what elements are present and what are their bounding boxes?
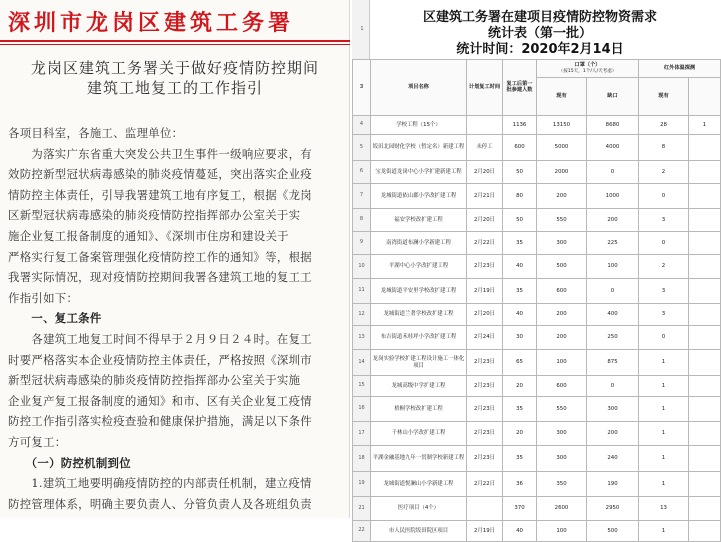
project-name-cell: 千林山小学改扩建工程 (371, 422, 467, 446)
row-number: 15 (353, 376, 371, 397)
project-name-cell: 龙城街道兰著学校改扩建工程 (371, 304, 467, 326)
header-mask (537, 60, 639, 78)
plan-date-cell: 2月23日 (467, 422, 503, 446)
mask-gap-cell: 200 (587, 422, 639, 446)
mask-gap-cell: 240 (587, 446, 639, 472)
thermo-extra-cell (689, 255, 721, 279)
plan-date-cell: 2月23日 (467, 446, 503, 472)
mask-existing-cell: 200 (537, 304, 587, 326)
table-row (353, 521, 721, 542)
mask-existing-cell: 13150 (537, 116, 587, 135)
document-title-line-1: 龙岗区建筑工务署关于做好疫情防控期间 (30, 59, 319, 77)
plan-date-cell: 2月23日 (467, 397, 503, 422)
thermo-extra-cell (689, 376, 721, 397)
plan-date-cell: 2月19日 (467, 521, 503, 542)
table-row (353, 446, 721, 472)
project-name-cell: 医疗项目（4个） (371, 497, 467, 521)
document-body-line: 各项目科室，各施工、监理单位： (8, 126, 184, 140)
document-body-line: 效防控新型冠状病毒感染的肺炎疫情蔓延，突出落实企业疫 (8, 167, 312, 182)
workers-cell: 50 (503, 209, 537, 232)
plan-date-cell: 2月20日 (467, 161, 503, 184)
mask-existing-cell: 350 (537, 472, 587, 497)
plan-date-cell: 2月23日 (467, 255, 503, 279)
workers-cell: 80 (503, 184, 537, 209)
spreadsheet (352, 0, 710, 534)
thermo-existing-cell: 28 (639, 116, 689, 135)
header-mask-gap: 缺口 (587, 78, 639, 116)
thermo-extra-cell (689, 397, 721, 422)
thermo-existing-cell: 1 (639, 521, 689, 542)
mask-gap-cell: 300 (587, 397, 639, 422)
workers-cell: 30 (503, 326, 537, 350)
document-body-line: 1.建筑工地要明确疫情防控的内部责任机制，建立疫情 (8, 476, 312, 491)
workers-cell: 40 (503, 521, 537, 542)
thermo-extra-cell (689, 446, 721, 472)
workers-cell: 600 (503, 135, 537, 161)
document-body-line: 作指引如下： (8, 290, 79, 305)
document-body-line: 方可复工： (8, 435, 67, 449)
project-name-cell: 南湾街道布澜小学新建工程 (371, 232, 467, 255)
table-row (353, 350, 721, 376)
thermo-extra-cell (689, 304, 721, 326)
workers-cell: 50 (503, 161, 537, 184)
thermo-existing-cell: 0 (639, 326, 689, 350)
thermo-extra-cell (689, 232, 721, 255)
mask-existing-cell: 600 (537, 279, 587, 304)
mask-existing-cell: 500 (537, 255, 587, 279)
thermo-existing-cell: 2 (639, 255, 689, 279)
table-row (353, 279, 721, 304)
row-number: 19 (353, 472, 371, 497)
table-row (353, 135, 721, 161)
header-workers: 复工后第一批参建人数 (503, 60, 537, 116)
row-number: 22 (353, 521, 371, 542)
mask-existing-cell: 2600 (537, 497, 587, 521)
document-body-line: 企业复产复工报备制度的通知》和市、区有关企业复工疫情 (8, 393, 312, 408)
official-document (0, 0, 350, 518)
mask-gap-cell: 0 (587, 279, 639, 304)
project-name-cell: 平湖金融基地九年一贯制学校新建工程 (371, 446, 467, 472)
document-body-line: （一）防控机制到位 (8, 455, 131, 470)
row-number: 14 (353, 350, 371, 376)
plan-date-cell: 2月24日 (467, 326, 503, 350)
plan-date-cell: 2月22日 (467, 472, 503, 497)
row-number: 18 (353, 446, 371, 472)
document-title-line-2: 建筑工地复工的工作指引 (86, 79, 263, 97)
thermo-extra-cell (689, 422, 721, 446)
table-row (353, 255, 721, 279)
mask-existing-cell: 5000 (537, 135, 587, 161)
row-number: 1 (360, 26, 364, 32)
table-row (353, 326, 721, 350)
workers-cell: 370 (503, 497, 537, 521)
document-body-line: 各建筑工地复工时间不得早于２月９日２４时。在复工 (8, 332, 312, 346)
plan-date-cell: 2月20日 (467, 209, 503, 232)
plan-date-cell: 未停工 (467, 135, 503, 161)
thermo-existing-cell: 1 (639, 350, 689, 376)
thermo-existing-cell: 3 (639, 304, 689, 326)
thermo-extra-cell (689, 472, 721, 497)
row-number: 21 (353, 497, 371, 521)
mask-gap-cell: 200 (587, 209, 639, 232)
mask-gap-cell: 250 (587, 326, 639, 350)
document-body-line: 为落实广东省重大突发公共卫生事件一级响应要求，有 (8, 146, 312, 161)
thermo-existing-cell: 1 (639, 397, 689, 422)
project-name-cell: 龙城街道平安里学校改扩建工程 (371, 279, 467, 304)
mask-gap-cell: 400 (587, 304, 639, 326)
mask-gap-cell: 0 (587, 161, 639, 184)
workers-cell: 40 (503, 255, 537, 279)
project-name-cell: 平湖中心小学改扩建工程 (371, 255, 467, 279)
thermo-existing-cell: 2 (639, 161, 689, 184)
project-name-cell: 学校工程（15个） (371, 116, 467, 135)
row-number: 13 (353, 326, 371, 350)
thermo-extra-cell (689, 497, 721, 521)
workers-cell: 20 (503, 422, 537, 446)
workers-cell: 65 (503, 350, 537, 376)
header-thermo-extra (689, 78, 721, 116)
plan-date-cell: 2月23日 (467, 350, 503, 376)
header-thermometer: 红外体温探测 (639, 60, 721, 78)
project-name-cell: 龙城高级中学扩建工程 (371, 376, 467, 397)
row-number: 8 (353, 209, 371, 232)
mask-existing-cell: 200 (537, 326, 587, 350)
mask-gap-cell: 875 (587, 350, 639, 376)
row-number: 3 (353, 60, 371, 116)
document-body-line: 新型冠状病毒感染的肺炎疫情防控指挥部办公室关于实施 (8, 373, 301, 388)
plan-date-cell: 2月23日 (467, 376, 503, 397)
table-row (353, 397, 721, 422)
mask-gap-cell: 225 (587, 232, 639, 255)
mask-existing-cell: 300 (537, 232, 587, 255)
document-body-line: 施企业复工报备制度的通知》、《深圳市住房和建设关于 (8, 229, 289, 243)
header-plan-date: 计划复工时间 (467, 60, 503, 116)
mask-existing-cell: 100 (537, 521, 587, 542)
workers-cell: 20 (503, 376, 537, 397)
header-mask-existing: 现有 (537, 78, 587, 116)
plan-date-cell: 2月19日 (467, 279, 503, 304)
thermo-extra-cell (689, 209, 721, 232)
row-number: 10 (353, 255, 371, 279)
header-project-name: 项目名称 (371, 60, 467, 116)
thermo-extra-cell (689, 350, 721, 376)
plan-date-cell: 2月22日 (467, 232, 503, 255)
workers-cell: 35 (503, 397, 537, 422)
row-number: 17 (353, 422, 371, 446)
project-name-cell: 布吉街道禾桂坪小学改扩建工程 (371, 326, 467, 350)
table-row (353, 161, 721, 184)
table-row (353, 232, 721, 255)
thermo-existing-cell: 1 (639, 472, 689, 497)
document-header: 深圳市龙岗区建筑工务署 (8, 11, 295, 36)
thermo-extra-cell (689, 161, 721, 184)
table-row (353, 304, 721, 326)
document-body-line: 防控工作指引落实检疫查验和健康保护措施，满足以下条件 (8, 414, 312, 429)
thermo-existing-cell: 13 (639, 497, 689, 521)
document-body-line: 防控管理体系，明确主要负责人、分管负责人及各班组负责 (8, 496, 312, 511)
workers-cell: 1136 (503, 116, 537, 135)
project-name-cell: 福安学校改扩建工程 (371, 209, 467, 232)
thermo-extra-cell (689, 184, 721, 209)
table-row (353, 497, 721, 521)
mask-existing-cell: 200 (537, 184, 587, 209)
row-number: 4 (353, 116, 371, 135)
mask-gap-cell: 4000 (587, 135, 639, 161)
workers-cell: 35 (503, 446, 537, 472)
mask-gap-cell: 1000 (587, 184, 639, 209)
plan-date-cell: 2月20日 (467, 304, 503, 326)
document-body-line: 时要严格落实本企业疫情防控主体责任，严格按照《深圳市 (8, 352, 312, 367)
mask-existing-cell: 100 (537, 350, 587, 376)
thermo-extra-cell (689, 326, 721, 350)
thermo-existing-cell: 3 (639, 209, 689, 232)
table-row (353, 472, 721, 497)
mask-gap-cell: 100 (587, 255, 639, 279)
project-name-cell: 梧桐学校改扩建工程 (371, 397, 467, 422)
mask-existing-cell: 300 (537, 422, 587, 446)
thermo-extra-cell (689, 521, 721, 542)
plan-date-cell (467, 116, 503, 135)
row-number: 12 (353, 304, 371, 326)
row-number: 6 (353, 161, 371, 184)
thermo-existing-cell: 3 (639, 279, 689, 304)
mask-existing-cell: 550 (537, 397, 587, 422)
thermo-existing-cell: 8 (639, 135, 689, 161)
mask-gap-cell: 0 (587, 376, 639, 397)
sheet-title-line-2: 统计表（第一批） (487, 26, 592, 41)
sheet-title-line-3: 统计时间：2020年2月14日 (456, 42, 624, 57)
workers-cell: 40 (503, 304, 537, 326)
workers-cell: 35 (503, 232, 537, 255)
workers-cell: 36 (503, 472, 537, 497)
row-number: 11 (353, 279, 371, 304)
document-body-line: 严格实行复工备案管理强化疫情防控工作的通知》等，根据 (8, 249, 312, 264)
project-name-cell: 龙城街道依山郡小学改扩建工程 (371, 184, 467, 209)
mask-existing-cell: 550 (537, 209, 587, 232)
table-header-row-1 (353, 60, 721, 78)
plan-date-cell (467, 497, 503, 521)
supply-needs-table (352, 59, 721, 542)
document-body-line: 区新型冠状病毒感染的肺炎疫情防控指挥部办公室关于实 (8, 208, 301, 223)
header-red-rule (0, 40, 350, 42)
project-name-cell: 龙城街道悦澜山小学新建工程 (371, 472, 467, 497)
thermo-existing-cell: 0 (639, 184, 689, 209)
header-thermo-existing: 现有 (639, 78, 689, 116)
mask-existing-cell: 300 (537, 446, 587, 472)
mask-gap-cell: 190 (587, 472, 639, 497)
row-number: 7 (353, 184, 371, 209)
thermo-extra-cell (689, 135, 721, 161)
workers-cell: 35 (503, 279, 537, 304)
row-number: 9 (353, 232, 371, 255)
mask-gap-cell: 2950 (587, 497, 639, 521)
project-name-cell: 龙岗实验学校扩建工程设计施工一体化项目 (371, 350, 467, 376)
document-body-line: 一、复工条件 (8, 311, 102, 326)
project-name-cell: 坂田北园财化学校（暂定名）新建工程 (371, 135, 467, 161)
table-row (353, 422, 721, 446)
thermo-existing-cell: 1 (639, 446, 689, 472)
thermo-extra-cell (689, 279, 721, 304)
thermo-existing-cell: 1 (639, 422, 689, 446)
table-row (353, 184, 721, 209)
plan-date-cell: 2月21日 (467, 184, 503, 209)
mask-gap-cell: 8680 (587, 116, 639, 135)
table-row (353, 116, 721, 135)
mask-gap-cell: 500 (587, 521, 639, 542)
thermo-existing-cell: 1 (639, 376, 689, 397)
project-name-cell: 宝龙街道龙岗中心小学扩建新建工程 (371, 161, 467, 184)
table-row (353, 376, 721, 397)
header-mask-label: 口罩（个） (574, 61, 601, 68)
mask-existing-cell: 2000 (537, 161, 587, 184)
header-red-rule-thin (0, 44, 350, 45)
document-body-line: 我署实际情况，现对疫情防控期间我署各建筑工地的复工工 (8, 270, 312, 285)
row-number: 16 (353, 397, 371, 422)
table-row (353, 209, 721, 232)
project-name-cell: 市人民医院坂田院区项目 (371, 521, 467, 542)
document-body-line: 情防控主体责任，引导我署建筑工地有序复工，根据《龙岗 (8, 187, 312, 202)
thermo-existing-cell: 0 (639, 232, 689, 255)
header-mask-sub: （按15天，1个/人/天考虑） (558, 68, 617, 74)
sheet-title-line-1: 区建筑工务署在建项目疫情防控物资需求 (422, 10, 657, 25)
thermo-extra-cell: 1 (689, 116, 721, 135)
row-number: 5 (353, 135, 371, 161)
mask-existing-cell: 600 (537, 376, 587, 397)
